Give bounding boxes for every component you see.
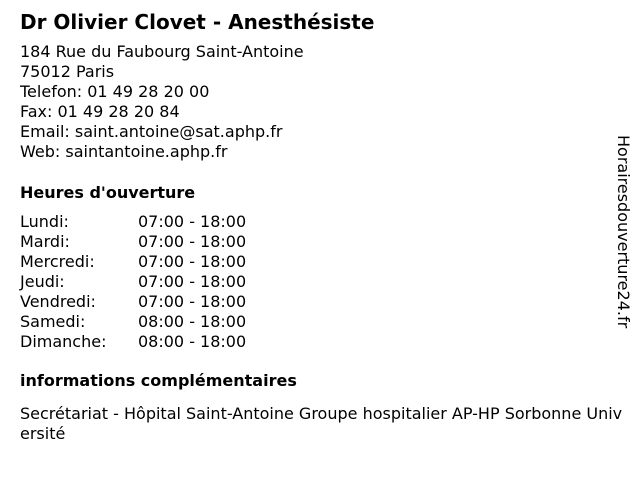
hours-time: 07:00 - 18:00 <box>138 272 247 291</box>
website: Web: saintantoine.aphp.fr <box>20 142 228 161</box>
address-street: 184 Rue du Faubourg Saint-Antoine <box>20 42 304 61</box>
info-heading: informations complémentaires <box>20 371 297 390</box>
hours-time: 08:00 - 18:00 <box>138 312 247 331</box>
hours-row-friday <box>20 292 620 312</box>
hours-row-thursday <box>20 272 620 292</box>
hours-row-sunday <box>20 332 620 352</box>
hours-time: 07:00 - 18:00 <box>138 252 247 271</box>
hours-heading: Heures d'ouverture <box>20 183 196 202</box>
hours-time: 08:00 - 18:00 <box>138 332 247 351</box>
hours-day: Mercredi: <box>20 252 95 271</box>
hours-day: Dimanche: <box>20 332 107 351</box>
hours-day: Samedi: <box>20 312 86 331</box>
hours-day: Mardi: <box>20 232 70 251</box>
brand-watermark: Horairesdouverture24.fr <box>614 135 633 329</box>
hours-row-saturday <box>20 312 620 332</box>
hours-time: 07:00 - 18:00 <box>138 232 247 251</box>
business-title: Dr Olivier Clovet - Anesthésiste <box>20 10 375 34</box>
hours-day: Jeudi: <box>20 272 65 291</box>
info-text: Secrétariat - Hôpital Saint-Antoine Groupe hospitalier AP-HP Sorbonne Université <box>20 404 623 443</box>
hours-row-monday <box>20 212 620 232</box>
hours-day: Vendredi: <box>20 292 96 311</box>
hours-table <box>20 212 620 352</box>
address-city: 75012 Paris <box>20 62 115 81</box>
hours-day: Lundi: <box>20 212 69 231</box>
hours-time: 07:00 - 18:00 <box>138 212 247 231</box>
hours-row-wednesday <box>20 252 620 272</box>
hours-row-tuesday <box>20 232 620 252</box>
phone-number: Telefon: 01 49 28 20 00 <box>20 82 210 101</box>
email-address: Email: saint.antoine@sat.aphp.fr <box>20 122 283 141</box>
business-card <box>20 8 623 444</box>
hours-time: 07:00 - 18:00 <box>138 292 247 311</box>
fax-number: Fax: 01 49 28 20 84 <box>20 102 180 121</box>
